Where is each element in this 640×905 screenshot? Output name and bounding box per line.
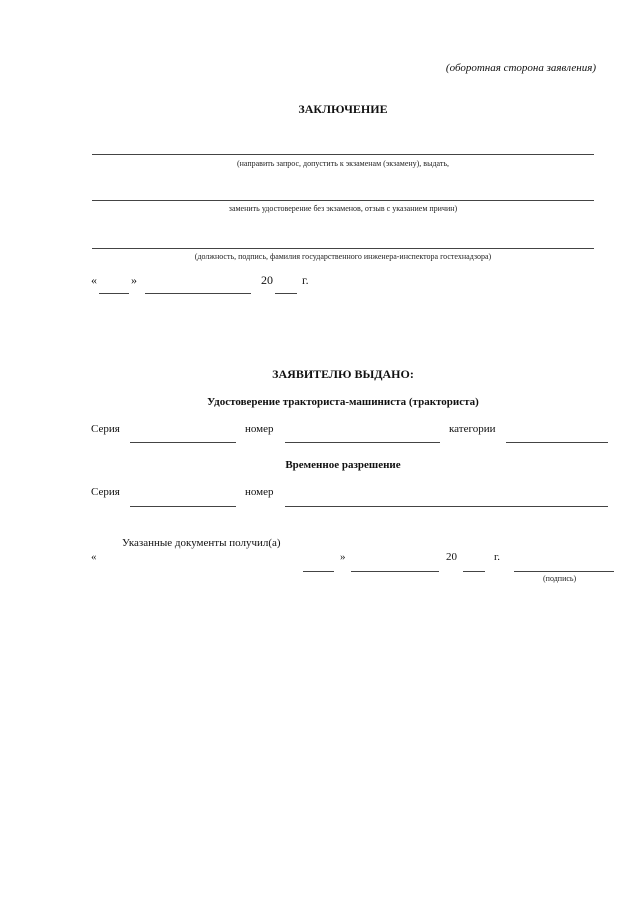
conclusion-reason-line [92, 200, 594, 201]
license-category-label: категории [449, 423, 496, 435]
license-title: Удостоверение тракториста-машиниста (тракториста) [207, 396, 479, 408]
temp-permit-title: Временное разрешение [285, 459, 401, 471]
permit-number-field[interactable] [285, 506, 608, 507]
conclusion-title: ЗАКЛЮЧЕНИЕ [298, 102, 388, 116]
receipt-day-line[interactable] [303, 571, 334, 572]
conclusion-caption-1: (направить запрос, допустить к экзаменам (экзамену), выдать, [236, 159, 450, 168]
conclusion-day-line [99, 293, 129, 294]
receipt-date-open-quote: « [91, 551, 97, 563]
license-category-field[interactable] [506, 442, 608, 443]
license-series-label: Серия [91, 423, 120, 435]
permit-series-label: Серия [91, 486, 120, 498]
documents-received-text: Указанные документы получил(а) [122, 537, 281, 549]
conclusion-date-open-quote: « [91, 273, 97, 287]
conclusion-date-close-quote: » [131, 273, 137, 287]
conclusion-caption-2: заменить удостоверение без экзаменов, отзыв с указанием причин) [228, 204, 458, 213]
conclusion-decision-line [92, 154, 594, 155]
receipt-date-close-quote: » [340, 551, 346, 563]
permit-number-label: номер [245, 486, 274, 498]
inspector-signature-line [92, 248, 594, 249]
conclusion-caption-3: (должность, подпись, фамилия государственного инженера-инспектора гостехнадзора) [194, 252, 492, 261]
issued-title: ЗАЯВИТЕЛЮ ВЫДАНО: [272, 367, 414, 381]
signature-caption: (подпись) [543, 574, 577, 583]
form-side-note: (оборотная сторона заявления) [445, 62, 596, 74]
license-series-field[interactable] [130, 442, 236, 443]
receipt-signature-line[interactable] [514, 571, 614, 572]
receipt-month-line[interactable] [351, 571, 439, 572]
permit-series-field[interactable] [130, 506, 236, 507]
conclusion-year-prefix: 20 [261, 273, 273, 287]
receipt-year-prefix: 20 [446, 551, 457, 563]
license-number-field[interactable] [285, 442, 440, 443]
conclusion-year-suffix: г. [302, 273, 309, 287]
conclusion-month-line [145, 293, 251, 294]
conclusion-year-line [275, 293, 297, 294]
receipt-year-line[interactable] [463, 571, 485, 572]
license-number-label: номер [245, 423, 274, 435]
receipt-year-suffix: г. [494, 551, 501, 563]
